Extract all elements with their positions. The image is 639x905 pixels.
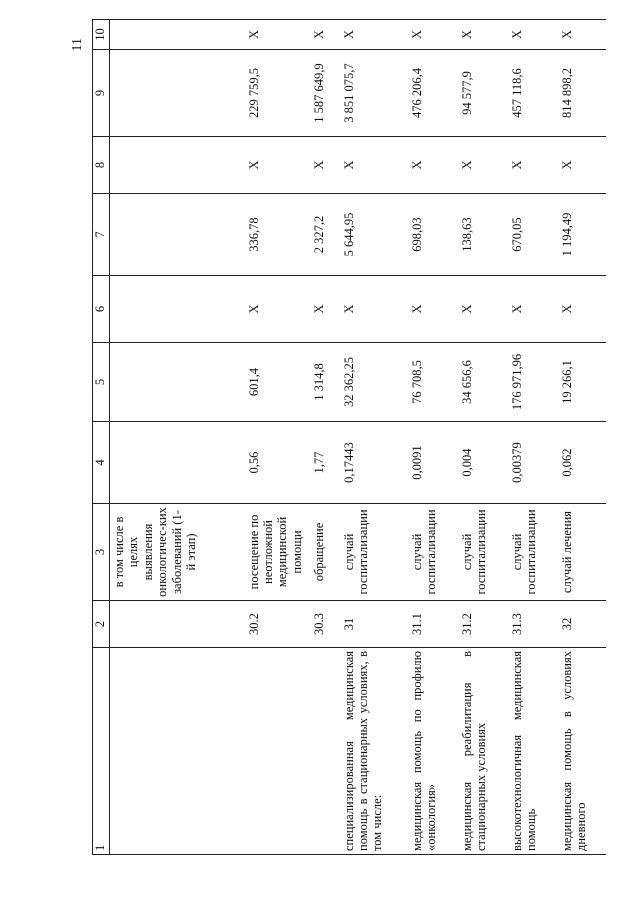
value-cell: 19 266,1 — [558, 343, 606, 422]
unit-cell: случай госпитализации — [408, 504, 458, 601]
row-label — [245, 648, 310, 855]
value-cell: 0,00379 — [508, 422, 558, 504]
value-cell — [110, 194, 245, 276]
value-cell: X — [508, 20, 558, 50]
unit-cell: случай госпитализации — [340, 504, 408, 601]
value-cell: 814 898,2 — [558, 50, 606, 137]
row-code: 32 — [558, 601, 606, 648]
value-cell: 1 314,8 — [310, 343, 340, 422]
header-row — [93, 20, 110, 855]
table-row — [110, 20, 245, 855]
value-cell: X — [245, 20, 310, 50]
row-code: 31.2 — [458, 601, 508, 648]
value-cell — [110, 50, 245, 137]
unit-cell: случай госпитализации — [508, 504, 558, 601]
value-cell — [110, 20, 245, 50]
row-label — [310, 648, 340, 855]
row-code: 30.3 — [310, 601, 340, 648]
value-cell: X — [310, 20, 340, 50]
value-cell: X — [408, 276, 458, 343]
row-code: 31.1 — [408, 601, 458, 648]
value-cell — [110, 422, 245, 504]
value-cell: 1 587 649,9 — [310, 50, 340, 137]
value-cell — [110, 343, 245, 422]
column-header: 1 — [93, 648, 110, 855]
value-cell: 1 194,49 — [558, 194, 606, 276]
unit-cell: обращение — [310, 504, 340, 601]
value-cell: 94 577,9 — [458, 50, 508, 137]
value-cell: 0,062 — [558, 422, 606, 504]
value-cell: X — [310, 137, 340, 194]
table-row — [508, 20, 558, 855]
table-row — [310, 20, 340, 855]
value-cell: 0,0091 — [408, 422, 458, 504]
value-cell: X — [245, 276, 310, 343]
row-label: медицинская помощь в условиях дневного — [558, 648, 606, 855]
value-cell: X — [508, 276, 558, 343]
column-header: 10 — [93, 20, 110, 50]
value-cell: 601,4 — [245, 343, 310, 422]
value-cell: X — [340, 20, 408, 50]
column-header: 5 — [93, 343, 110, 422]
column-header: 9 — [93, 50, 110, 137]
value-cell: 1,77 — [310, 422, 340, 504]
value-cell: 2 327,2 — [310, 194, 340, 276]
value-cell: 336,78 — [245, 194, 310, 276]
value-cell — [110, 137, 245, 194]
table-row — [340, 20, 408, 855]
column-header: 8 — [93, 137, 110, 194]
page-number: 11 — [70, 38, 85, 52]
value-cell: X — [558, 137, 606, 194]
value-cell: X — [245, 137, 310, 194]
unit-cell: в том числе в целях выявления онкологичес-ких заболеваний (1-й этап) — [110, 504, 245, 601]
row-code: 31.3 — [508, 601, 558, 648]
row-code: 31 — [340, 601, 408, 648]
row-label: высокотехнологичная медицинская помощь — [508, 648, 558, 855]
row-label: медицинская реабилитация в стационарных условиях — [458, 648, 508, 855]
value-cell: X — [408, 20, 458, 50]
row-label: специализированная медицинская помощь в стационарных условиях, в том числе: — [340, 648, 408, 855]
value-cell: X — [340, 137, 408, 194]
column-header: 3 — [93, 504, 110, 601]
value-cell — [110, 276, 245, 343]
unit-cell: случай лечения — [558, 504, 606, 601]
value-cell: 138,63 — [458, 194, 508, 276]
data-table — [92, 19, 606, 855]
column-header: 4 — [93, 422, 110, 504]
row-label: медицинская помощь по профилю «онкология» — [408, 648, 458, 855]
value-cell: 5 644,95 — [340, 194, 408, 276]
table-row — [408, 20, 458, 855]
column-header: 6 — [93, 276, 110, 343]
value-cell: 670,05 — [508, 194, 558, 276]
table-row — [458, 20, 508, 855]
rotated-table-container — [92, 28, 612, 855]
value-cell: X — [408, 137, 458, 194]
table-row — [558, 20, 606, 855]
row-code: 30.2 — [245, 601, 310, 648]
value-cell: 0,56 — [245, 422, 310, 504]
column-header: 7 — [93, 194, 110, 276]
value-cell: 229 759,5 — [245, 50, 310, 137]
value-cell: 457 118,6 — [508, 50, 558, 137]
row-code — [110, 601, 245, 648]
value-cell: X — [340, 276, 408, 343]
value-cell: 3 851 075,7 — [340, 50, 408, 137]
value-cell: 34 656,6 — [458, 343, 508, 422]
column-header: 2 — [93, 601, 110, 648]
value-cell: 76 708,5 — [408, 343, 458, 422]
value-cell: X — [558, 276, 606, 343]
value-cell: X — [458, 137, 508, 194]
value-cell: 176 971,96 — [508, 343, 558, 422]
value-cell: 32 362,25 — [340, 343, 408, 422]
value-cell: 698,03 — [408, 194, 458, 276]
value-cell: X — [458, 276, 508, 343]
value-cell: 0,004 — [458, 422, 508, 504]
unit-cell: посещение по неотложной медицинской помощи — [245, 504, 310, 601]
value-cell: X — [310, 276, 340, 343]
value-cell: X — [458, 20, 508, 50]
row-label — [110, 648, 245, 855]
table-row — [245, 20, 310, 855]
value-cell: 0,17443 — [340, 422, 408, 504]
value-cell: X — [508, 137, 558, 194]
value-cell: 476 206,4 — [408, 50, 458, 137]
value-cell: X — [558, 20, 606, 50]
unit-cell: случай госпитализации — [458, 504, 508, 601]
